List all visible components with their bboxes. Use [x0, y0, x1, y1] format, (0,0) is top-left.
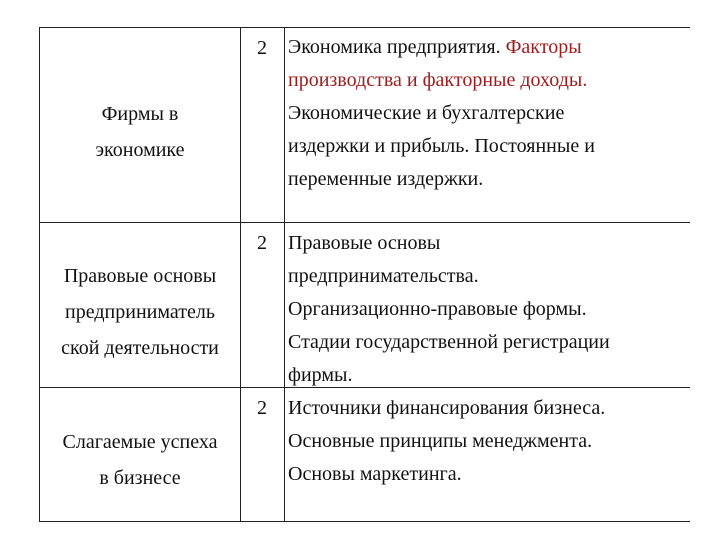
row-hours: 2 [257, 397, 267, 419]
content-line: предпринимательства. [288, 265, 479, 287]
content-line: Организационно-правовые формы. [288, 298, 587, 320]
row-topic [40, 96, 240, 168]
row-content [288, 227, 688, 392]
content-line: Экономические и бухгалтерские [288, 102, 565, 124]
content-line: Стадии государственной регистрации [288, 331, 610, 353]
topic-line: экономике [95, 139, 185, 161]
topic-line: Фирмы в [101, 103, 179, 125]
table-row [40, 388, 690, 521]
content-line [288, 64, 688, 97]
content-text: Экономика предприятия. [288, 36, 506, 58]
content-line: Основы маркетинга. [288, 463, 462, 485]
content-line: Правовые основы [288, 232, 441, 254]
topic-line: ской деятельности [61, 337, 219, 359]
row-hours: 2 [257, 232, 267, 254]
row-content [288, 392, 688, 491]
table-row [40, 28, 690, 222]
content-line: издержки и прибыль. Постоянные и [288, 135, 595, 157]
content-text-accent: производства и факторные доходы. [288, 69, 588, 91]
content-line: Источники финансирования бизнеса. [288, 397, 606, 419]
topic-line: в бизнесе [99, 467, 181, 489]
topic-line: предприниматель [65, 301, 215, 323]
table-row [40, 223, 690, 387]
row-topic [40, 424, 240, 496]
row-content [288, 31, 688, 196]
content-line [288, 31, 688, 64]
content-text-accent: Факторы [505, 36, 582, 58]
content-line: переменные издержки. [288, 168, 484, 190]
row-hours: 2 [257, 37, 267, 59]
content-line: Основные принципы менеджмента. [288, 430, 593, 452]
topic-line: Правовые основы [63, 265, 217, 287]
content-line: фирмы. [288, 364, 353, 386]
topic-line: Слагаемые успеха [62, 431, 218, 453]
row-topic [40, 258, 240, 366]
